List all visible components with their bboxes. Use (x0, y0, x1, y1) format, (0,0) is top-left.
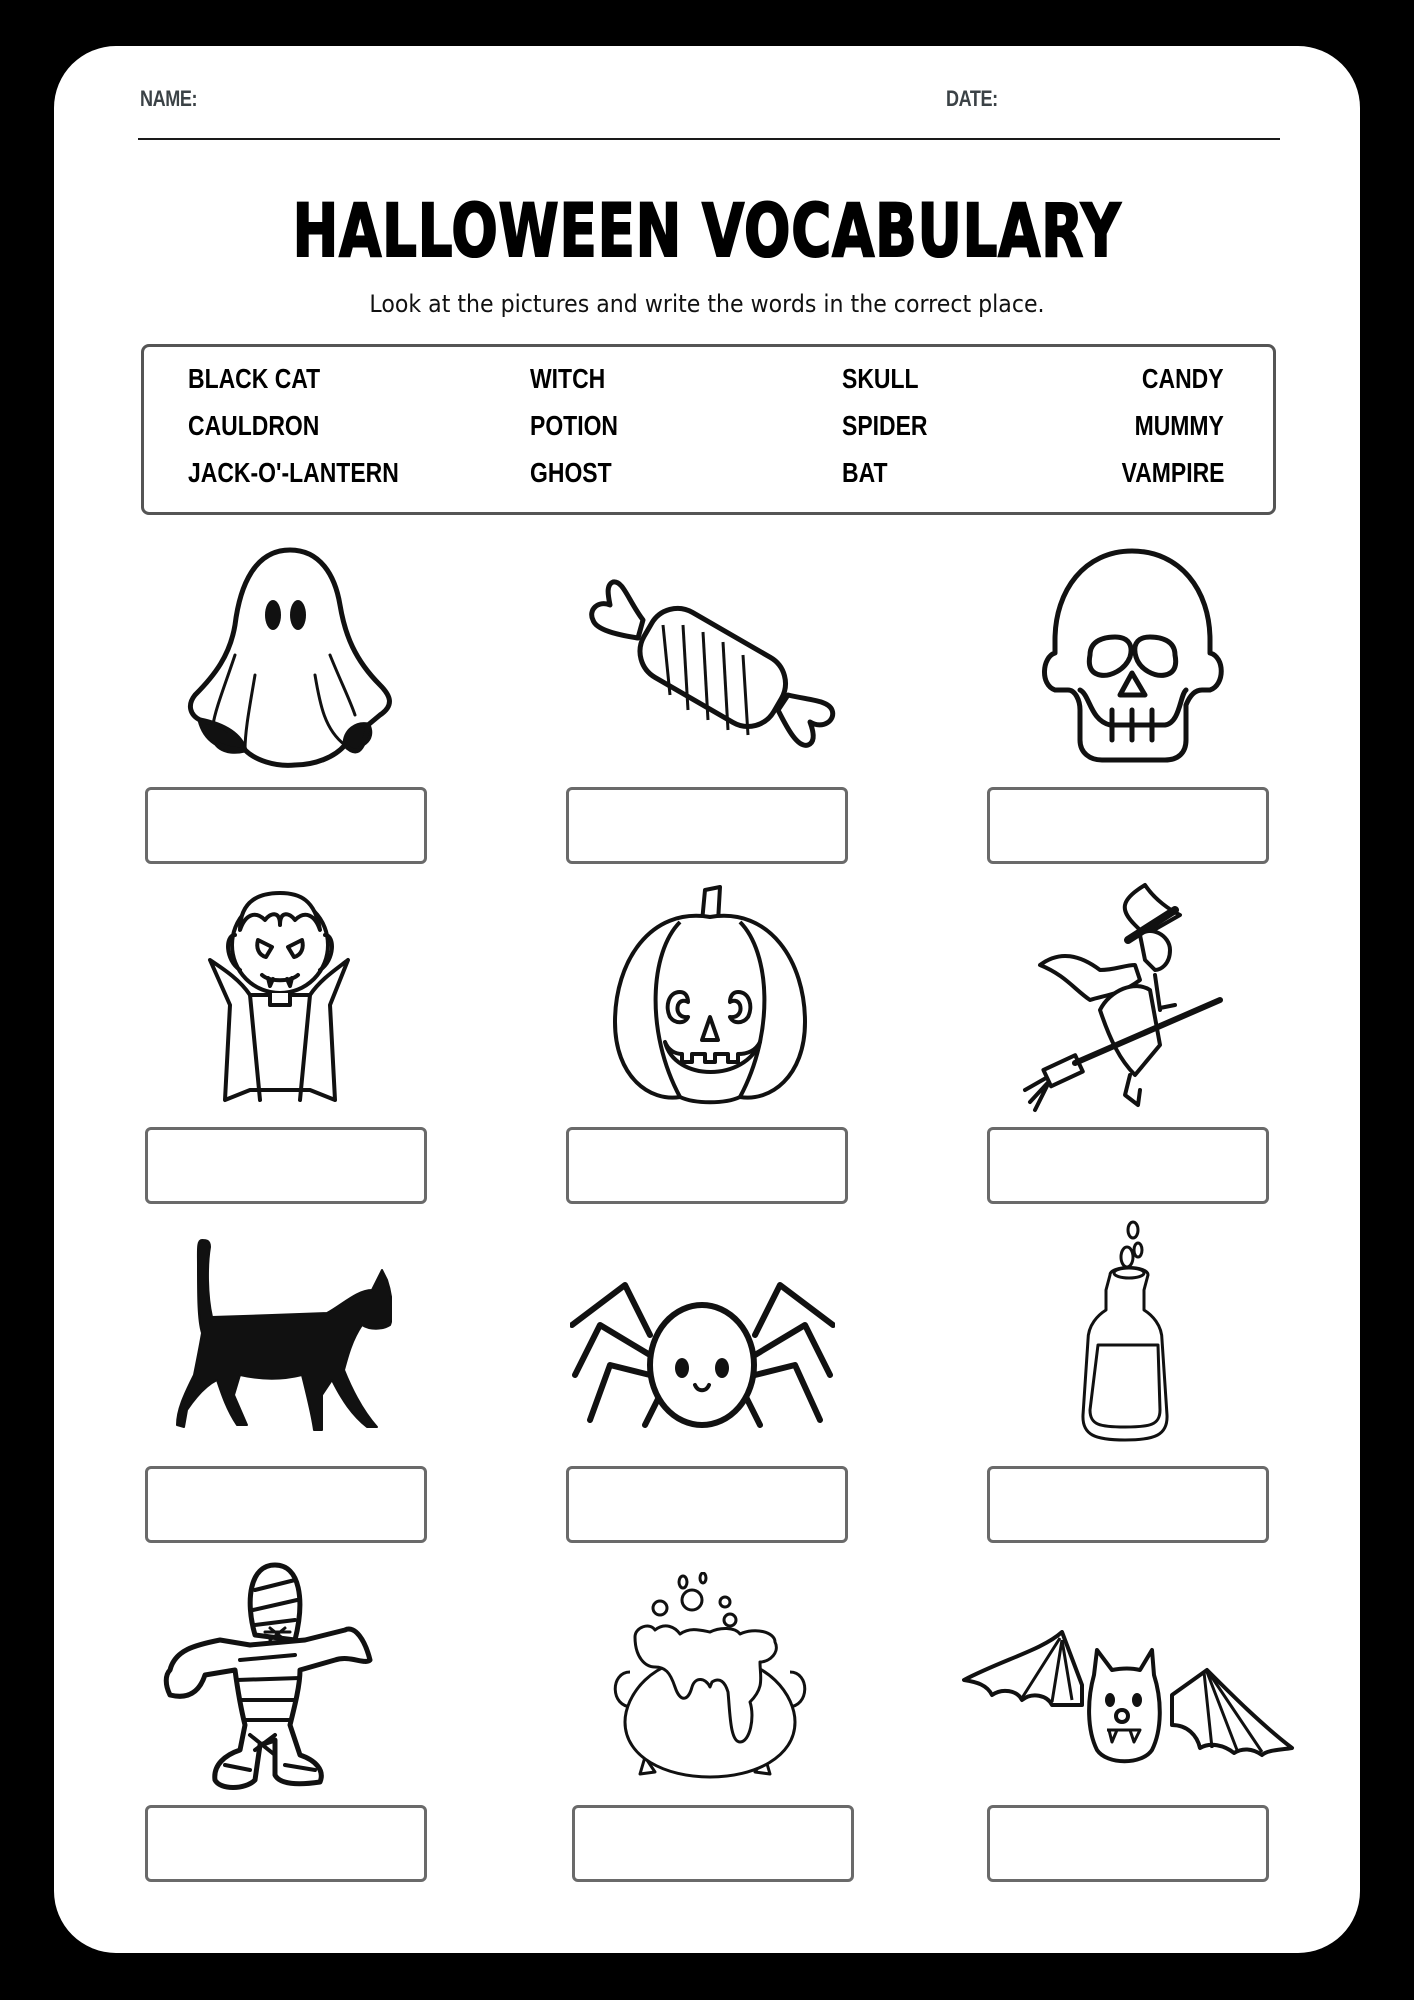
word-bank-item: JACK-O'-LANTERN (188, 457, 399, 488)
answer-box-jack-o-lantern[interactable] (566, 1127, 848, 1204)
answer-box-witch[interactable] (987, 1127, 1269, 1204)
answer-box-bat[interactable] (987, 1805, 1269, 1882)
cauldron-icon (610, 1572, 810, 1787)
name-date-line[interactable] (138, 138, 1280, 140)
word-bank-item: SKULL (842, 363, 919, 394)
word-bank-item: BLACK CAT (188, 363, 321, 394)
word-bank-item: GHOST (530, 457, 612, 488)
answer-box-spider[interactable] (566, 1466, 848, 1543)
word-bank-item: WITCH (530, 363, 606, 394)
answer-box-vampire[interactable] (145, 1127, 427, 1204)
word-bank-item: SPIDER (842, 410, 928, 441)
answer-box-cauldron[interactable] (572, 1805, 854, 1882)
word-bank-item: CANDY (1142, 363, 1224, 394)
answer-box-candy[interactable] (566, 787, 848, 864)
word-bank-item: POTION (530, 410, 619, 441)
page-title: HALLOWEEN VOCABULARY (292, 187, 1122, 275)
word-bank-item: MUMMY (1134, 410, 1224, 441)
word-bank-item: BAT (842, 457, 888, 488)
potion-icon (1070, 1215, 1170, 1445)
answer-box-black-cat[interactable] (145, 1466, 427, 1543)
candy-icon (588, 570, 838, 760)
vampire-icon (200, 885, 360, 1110)
witch-icon (1020, 880, 1235, 1115)
answer-box-ghost[interactable] (145, 787, 427, 864)
spider-icon (570, 1280, 835, 1435)
bat-icon (962, 1630, 1297, 1765)
word-bank-item: CAULDRON (188, 410, 320, 441)
answer-box-potion[interactable] (987, 1466, 1269, 1543)
answer-box-skull[interactable] (987, 787, 1269, 864)
instructions: Look at the pictures and write the words in the correct place. (369, 290, 1045, 318)
black-cat-icon (172, 1235, 392, 1435)
name-label: NAME: (140, 86, 198, 111)
skull-icon (1040, 545, 1225, 765)
mummy-icon (155, 1560, 405, 1795)
word-bank-item: VAMPIRE (1121, 457, 1224, 488)
date-label: DATE: (946, 86, 998, 111)
jack-o-lantern-icon (610, 882, 810, 1107)
ghost-icon (185, 545, 395, 770)
answer-box-mummy[interactable] (145, 1805, 427, 1882)
